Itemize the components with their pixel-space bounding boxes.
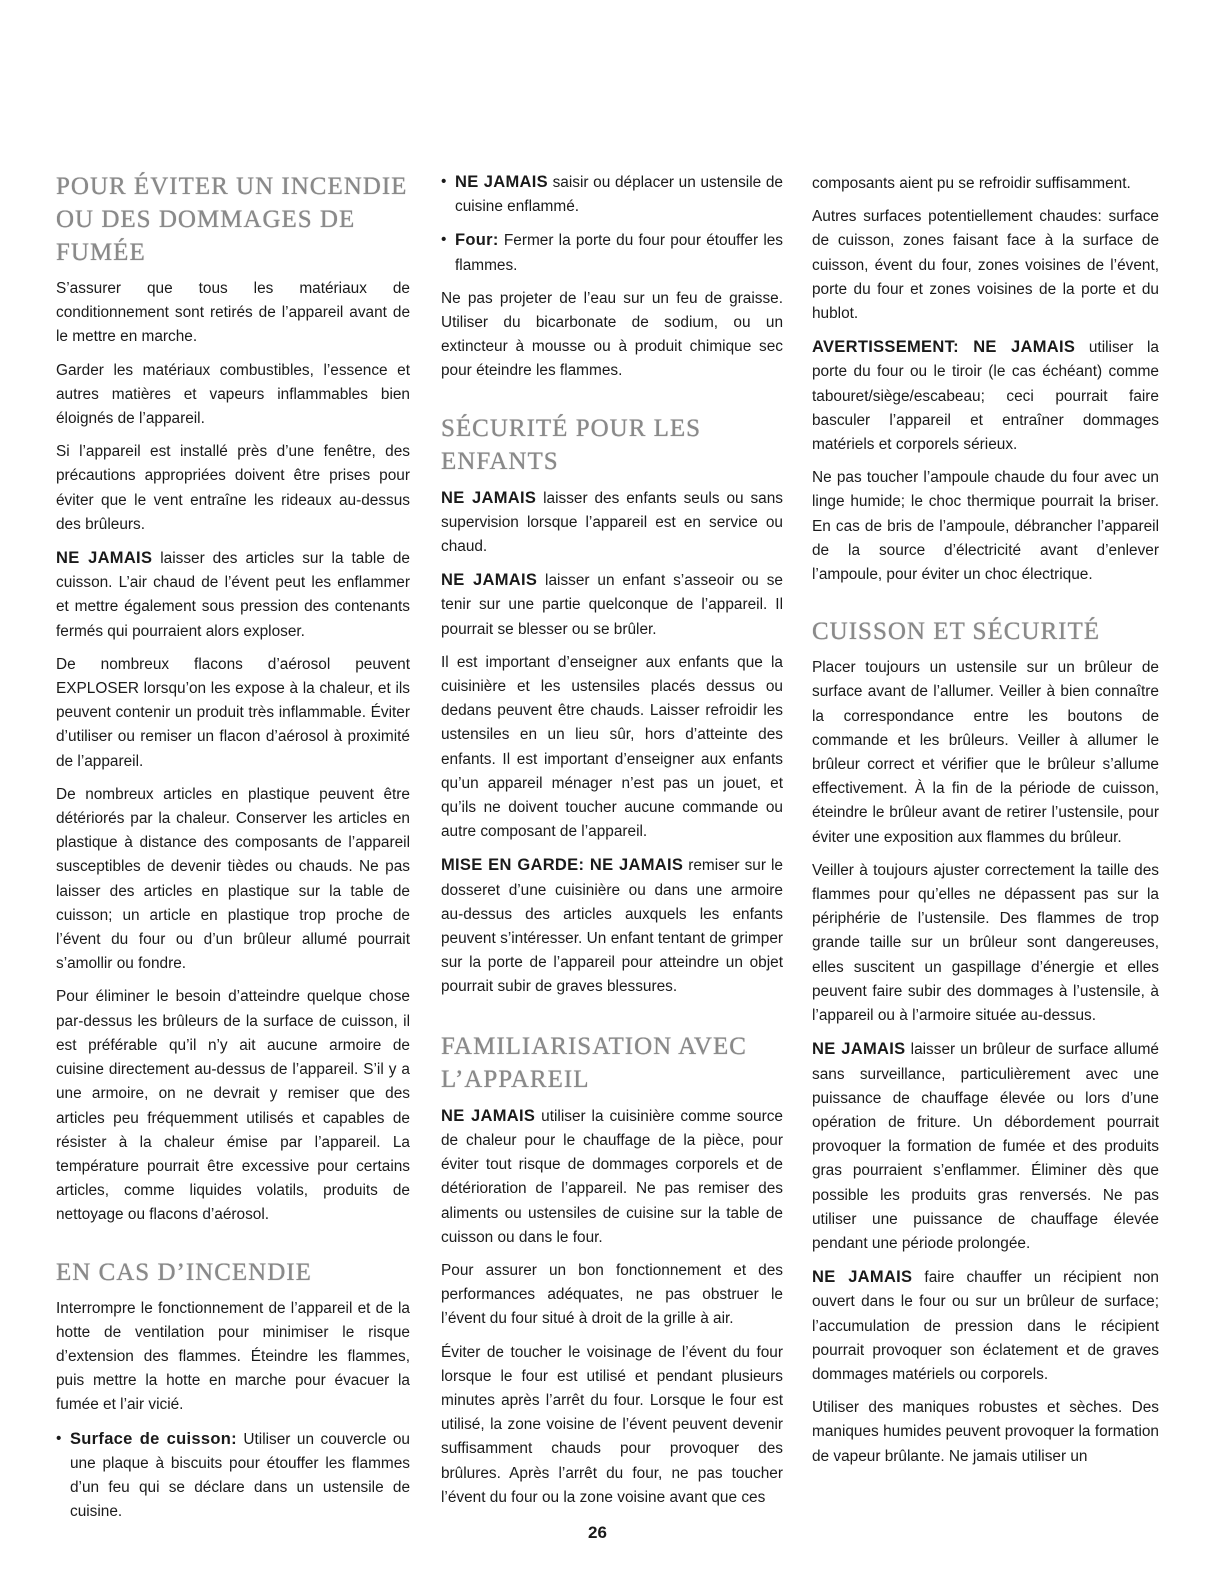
paragraph: De nombreux flacons d’aérosol peuvent EXPLOSER lorsqu’on les expose à la chaleur, et ils peuvent contenir un produit très inflammable. Éviter d’utiliser ou remiser un flacon d’aérosol à proximité de l’appareil. [56,655,410,770]
paragraph [812,1037,1159,1256]
paragraph-text: utiliser la cuisinière comme source de chaleur pour le chauffage de la pièce, pour éviter tout risque de dommages corporels et de détérioration de l’appareil. Ne pas remiser des aliments ou ustensiles de cuisine sur la table de cuisson ou dans le four. [441,1107,783,1246]
bullet-lead: Four: [455,231,499,250]
paragraph: Veiller à toujours ajuster correctement la taille des flammes pour qu’elles ne dépassent pas sur la périphérie de l’ustensile. Des flammes de trop grande taille sur un brûleur sont dangereuses, elles suscitent un gaspillage d’énergie et elles peuvent faire subir des dommages à l’ustensile, à l’appareil ou à l’armoire située au-dessus. [812,861,1159,1025]
paragraph: Éviter de toucher le voisinage de l’évent du four lorsque le four est utilisé et pendant plusieurs minutes après l’arrêt du four. Lorsque le four est utilisé, la zone voisine de l’évent peuvent devenir suffisamment chauds pour provoquer des brûlures. Après l’arrêt du four, ne pas toucher l’évent du four ou la zone voisine avant que ces [441,1343,783,1506]
paragraph: Pour assurer un bon fonctionnement et des performances adéquates, ne pas obstruer le l’évent du four situé à droit de la grille à air. [441,1261,783,1328]
paragraph: Ne pas toucher l’ampoule chaude du four avec un linge humide; le choc thermique pourrait la briser. En cas de bris de l’ampoule, débrancher l’appareil de la source d’électricité avant d’enlever l’ampoule, pour éviter un choc électrique. [812,469,1159,584]
paragraph-text: laisser un enfant s’asseoir ou se tenir sur une partie quelconque de l’appareil. Il pourrait se blesser ou se brûler. [441,572,783,638]
section-heading: POUR ÉVITER UN INCENDIE OU DES DOMMAGES DE FUMÉE [56,173,408,266]
section-heading: EN CAS D’INCENDIE [56,1258,312,1286]
paragraph-text: laisser des articles sur la table de cuisson. L’air chaud de l’évent peut les enflammer et mettre également sous pression des contenants fermés qui pourraient alors exploser. [56,550,410,640]
paragraph [441,1104,783,1250]
warning-lead: NE JAMAIS [812,1268,913,1287]
paragraph: Il est important d’enseigner aux enfants que la cuisinière et les ustensiles placés dessus ou dedans peuvent être chauds. Laisser refroidir les ustensiles en un lieu sûr, hors d’atteinte des enfants. Il est important d’enseigner aux enfants qu’un appareil ménager n’est pas un jouet, et qu’ils ne doivent toucher aucune commande ou autre composant de l’appareil. [441,653,783,841]
paragraph [812,1265,1159,1387]
bullet-item [441,170,783,219]
paragraph [812,335,1159,457]
warning-lead: NE JAMAIS [812,1040,906,1059]
bullet-text: saisir ou déplacer un ustensile de cuisine enflammé. [455,174,783,216]
bullet-lead: NE JAMAIS [455,173,548,191]
warning-lead: NE JAMAIS [56,549,153,568]
warning-lead: NE JAMAIS [441,488,537,507]
warning-lead: NE JAMAIS [441,571,538,590]
bullet-item [441,228,783,277]
paragraph: Utiliser des maniques robustes et sèches. Des maniques humides peuvent provoquer la formation de vapeur brûlante. Ne jamais utiliser un [812,1399,1159,1465]
paragraph-text: laisser un brûleur de surface allumé sans surveillance, particulièrement avec une puissance de chauffage élevée ou lors d’une opération de friture. Un débordement pourrait provoquer la formation de fumée et des produits gras pourraient s’enflammer. Éliminer dès que possible les produits gras renversés. Ne pas utiliser une puissance de chauffage élevée pendant une période prolongée. [812,1041,1159,1252]
paragraph [56,546,410,644]
paragraph [441,853,783,999]
bullet-text: Fermer la porte du four pour étouffer les flammes. [455,232,783,274]
paragraph: De nombreux articles en plastique peuvent être détériorés par la chaleur. Conserver les articles en plastique à distance des composants de l’appareil susceptibles de devenir tièdes ou chauds. Ne pas laisser des articles en plastique sur la table de cuisson; un article en plastique trop proche de l’évent du four ou d’un brûleur allumé pourrait s’amollir ou fondre. [56,785,410,973]
section-heading: SÉCURITÉ POUR LES ENFANTS [441,414,702,475]
paragraph-text: faire chauffer un récipient non ouvert dans le four ou sur un brûleur de surface; l’accumulation de pression dans le récipient pourrait provoquer son éclatement et de graves dommages matériels ou corporels. [812,1269,1159,1383]
warning-lead: AVERTISSEMENT: NE JAMAIS [812,338,1076,357]
paragraph: Ne pas projeter de l’eau sur un feu de graisse. Utiliser du bicarbonate de sodium, ou un extincteur à mousse ou à produit chimique sec pour éteindre les flammes. [441,289,783,380]
page-number: 26 [588,1523,607,1542]
paragraph [441,486,783,560]
paragraph-text: laisser des enfants seuls ou sans supervision lorsque l’appareil est en service ou chaud. [441,489,783,556]
warning-lead: NE JAMAIS [441,1106,536,1125]
bullet-text: Utiliser un couvercle ou une plaque à biscuits pour étouffer les flammes d’un feu qui se déclare dans un ustensile de cuisine. [70,1430,410,1521]
column-right [812,172,1159,1478]
paragraph: Garder les matériaux combustibles, l’essence et autres matières et vapeurs inflammables bien éloignés de l’appareil. [56,361,410,428]
paragraph: Pour éliminer le besoin d’atteindre quelque chose par-dessus les brûleurs de la surface de cuisson, il est préférable qu’il n’y ait aucune armoire de cuisine directement au-dessus de l’appareil. S’il y a une armoire, on ne devrait y remiser que des articles peu fréquemment utilisés et capables de résister à la chaleur émise par l’appareil. La température pourrait être excessive pour certains articles, comme liquides volatils, produits de nettoyage ou flacons d’aérosol. [56,988,410,1224]
paragraph: composants aient pu se refroidir suffisamment. [812,175,1131,192]
paragraph: Placer toujours un ustensile sur un brûleur de surface avant de l’allumer. Veiller à bien connaître la correspondance entre les boutons de commande et les brûleurs. Veiller à allumer le brûleur correct et vérifier que le brûleur s’allume effectivement. À la fin de la période de cuisson, éteindre le brûleur avant de retirer l’ustensile, pour éviter une exposition aux flammes du brûleur. [812,659,1159,846]
paragraph-text: remiser sur le dosseret d’une cuisinière ou dans une armoire au-dessus des articles auxquels les enfants peuvent s’intéresser. Un enfant tentant de grimper sur la porte de l’appareil pour atteindre un objet pourrait subir de graves blessures. [441,857,783,996]
section-heading: CUISSON ET SÉCURITÉ [812,618,1101,646]
section-heading: FAMILIARISATION AVEC L’APPAREIL [441,1032,747,1093]
paragraph: Interrompre le fonctionnement de l’appareil et de la hotte de ventilation pour minimiser le risque d’extension des flammes. Éteindre les flammes, puis mettre la hotte en marche pour évacuer la fumée et l’air vicié. [56,1299,410,1414]
paragraph: Autres surfaces potentiellement chaudes: surface de cuisson, zones faisant face à la surface de cuisson, évent du four, zones voisines de l’évent, porte du four et zones voisines de la porte et du hublot. [812,208,1159,323]
paragraph: Si l’appareil est installé près d’une fenêtre, des précautions appropriées doivent être prises pour éviter que le vent entraîne les rideaux au-dessus des brûleurs. [56,443,410,533]
bullet-lead: Surface de cuisson: [70,1429,237,1448]
paragraph: S’assurer que tous les matériaux de conditionnement sont retirés de l’appareil avant de le mettre en marche. [56,280,410,346]
paragraph-text: utiliser la porte du four ou le tiroir (le cas échéant) comme tabouret/siège/escabeau; ceci pourrait faire basculer l’appareil et entraîner dommages matériels et corporels sérieux. [812,339,1159,454]
paragraph [441,568,783,642]
column-middle [441,170,783,1519]
bullet-item [56,1427,410,1525]
warning-lead: MISE EN GARDE: NE JAMAIS [441,856,684,875]
column-left [56,170,410,1533]
